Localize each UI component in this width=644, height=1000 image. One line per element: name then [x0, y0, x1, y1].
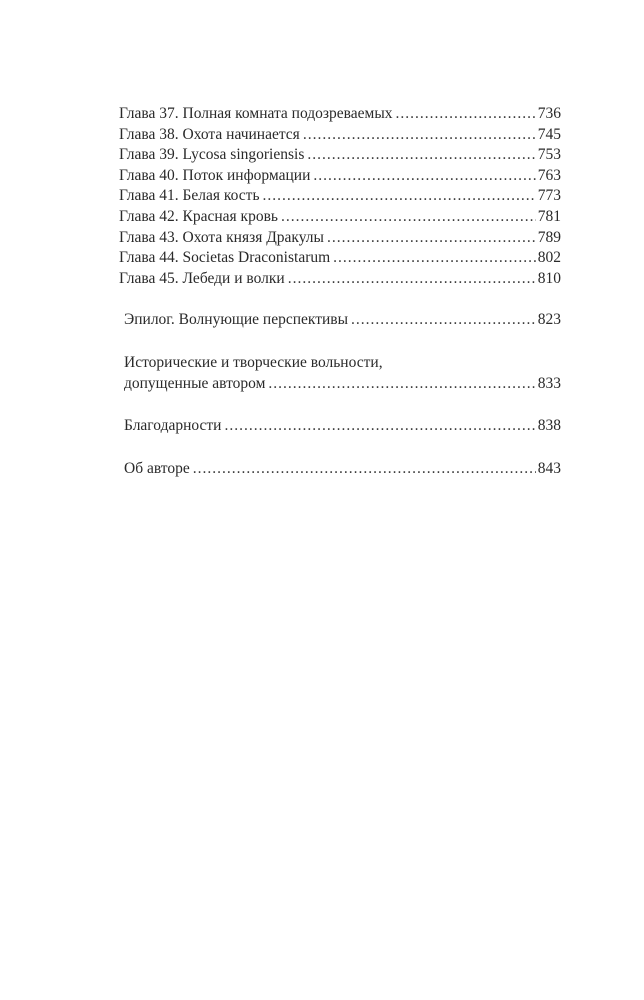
dot-leader	[333, 248, 536, 269]
toc-entry-title: Благодарности	[124, 417, 222, 435]
toc-entry-chapter-41	[119, 186, 561, 207]
toc-entry-title: Глава 45. Лебеди и волки	[119, 269, 285, 287]
toc-entry-chapter-43	[119, 228, 561, 249]
dot-leader	[263, 186, 536, 207]
toc-entry-title: Глава 40. Поток информации	[119, 166, 311, 184]
toc-entry-page: 843	[537, 459, 561, 477]
toc-entry-page: 802	[537, 249, 561, 267]
dot-leader	[396, 104, 536, 125]
toc-entry-chapter-42	[119, 207, 561, 228]
toc-entry-chapter-40	[119, 166, 561, 187]
toc-entry-liberties-line-2	[124, 374, 561, 395]
toc-entry-page: 833	[537, 374, 561, 392]
toc-entry-chapter-44	[119, 248, 561, 269]
toc-entry-title: Эпилог. Волнующие перспективы	[124, 311, 349, 329]
toc-entry-title: Об авторе	[124, 459, 190, 477]
dot-leader	[327, 228, 536, 249]
toc-entry-chapter-45	[119, 269, 561, 290]
toc-entry-title: Глава 38. Охота начинается	[119, 125, 300, 143]
toc-entry-title-line-2: допущенные автором	[124, 374, 266, 392]
toc-entry-page: 810	[537, 269, 561, 287]
table-of-contents	[119, 104, 561, 479]
dot-leader	[313, 166, 535, 187]
toc-entry-page: 745	[537, 125, 561, 143]
toc-entry-chapter-39	[119, 145, 561, 166]
toc-entry-title-line-1: Исторические и творческие вольности,	[124, 353, 383, 371]
toc-entry-page: 838	[537, 417, 561, 435]
dot-leader	[307, 145, 535, 166]
dot-leader	[351, 310, 536, 331]
dot-leader	[268, 374, 535, 395]
toc-entry-acknowledgements	[119, 416, 561, 437]
toc-entry-epilogue	[119, 310, 561, 331]
toc-entry-page: 781	[537, 207, 561, 225]
toc-entry-page: 823	[537, 311, 561, 329]
toc-entry-about-author	[119, 459, 561, 480]
dot-leader	[281, 207, 536, 228]
toc-entry-page: 773	[537, 187, 561, 205]
toc-entry-liberties	[119, 353, 561, 394]
toc-entry-chapter-37	[119, 104, 561, 125]
toc-entry-page: 763	[537, 166, 561, 184]
toc-entry-page: 753	[537, 146, 561, 164]
toc-entry-page: 736	[537, 105, 561, 122]
dot-leader	[224, 416, 535, 437]
toc-entry-title: Глава 43. Охота князя Дракулы	[119, 228, 324, 246]
toc-entry-chapter-38	[119, 125, 561, 146]
dot-leader	[303, 125, 536, 146]
toc-entry-title: Глава 37. Полная комната подозреваемых	[119, 105, 393, 122]
toc-entry-title: Глава 42. Красная кровь	[119, 207, 278, 225]
dot-leader	[193, 459, 536, 480]
toc-entry-title: Глава 41. Белая кость	[119, 187, 260, 205]
dot-leader	[288, 269, 536, 290]
toc-entry-page: 789	[537, 228, 561, 246]
toc-entry-title: Глава 39. Lycosa singoriensis	[119, 146, 305, 164]
toc-entry-title: Глава 44. Societas Draconistarum	[119, 249, 331, 267]
